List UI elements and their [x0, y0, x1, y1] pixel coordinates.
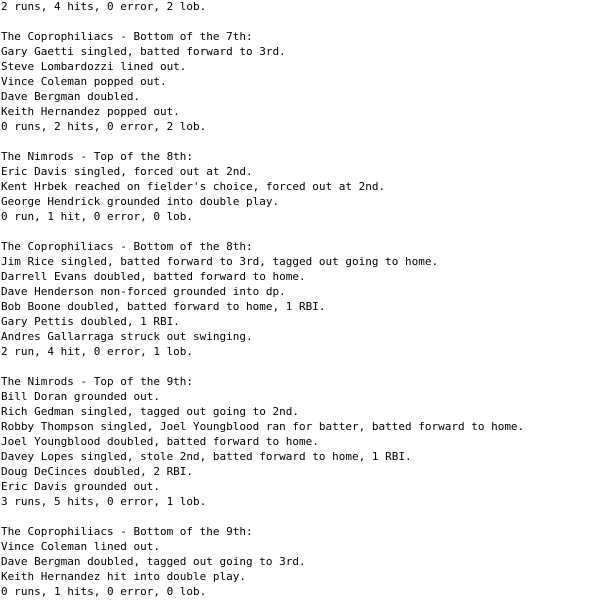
play-line: Steve Lombardozzi lined out. [1, 60, 187, 73]
half-inning-header: The Nimrods - Top of the 9th: [1, 375, 194, 388]
play-line: Vince Coleman lined out. [1, 540, 160, 553]
inning-summary: 0 run, 1 hit, 0 error, 0 lob. [1, 210, 194, 223]
play-line: Darrell Evans doubled, batted forward to home. [1, 270, 306, 283]
play-line: Joel Youngblood doubled, batted forward to home. [1, 435, 319, 448]
half-inning-header: The Coprophiliacs - Bottom of the 7th: [1, 30, 253, 43]
play-line: Gary Pettis doubled, 1 RBI. [1, 315, 180, 328]
blank-line [1, 224, 609, 239]
play-line: Vince Coleman popped out. [1, 75, 167, 88]
half-inning-header: The Nimrods - Top of the 8th: [1, 150, 194, 163]
blank-line [1, 509, 609, 524]
inning-summary: 2 runs, 4 hits, 0 error, 2 lob. [1, 0, 207, 13]
play-by-play-log [1, 0, 609, 599]
play-line: Eric Davis grounded out. [1, 480, 160, 493]
play-line: Dave Henderson non-forced grounded into dp. [1, 285, 286, 298]
play-line: Keith Hernandez hit into double play. [1, 570, 247, 583]
play-line: Andres Gallarraga struck out swinging. [1, 330, 253, 343]
play-line: George Hendrick grounded into double play. [1, 195, 280, 208]
blank-line [1, 134, 609, 149]
play-line: Dave Bergman doubled. [1, 90, 141, 103]
play-line: Bill Doran grounded out. [1, 390, 160, 403]
play-line: Kent Hrbek reached on fielder's choice, forced out at 2nd. [1, 180, 386, 193]
inning-summary: 0 runs, 2 hits, 0 error, 2 lob. [1, 120, 207, 133]
inning-summary: 3 runs, 5 hits, 0 error, 1 lob. [1, 495, 207, 508]
play-line: Gary Gaetti singled, batted forward to 3rd. [1, 45, 286, 58]
play-line: Bob Boone doubled, batted forward to home, 1 RBI. [1, 300, 326, 313]
play-line: Dave Bergman doubled, tagged out going to 3rd. [1, 555, 306, 568]
half-inning-header: The Coprophiliacs - Bottom of the 8th: [1, 240, 253, 253]
play-line: Doug DeCinces doubled, 2 RBI. [1, 465, 194, 478]
play-line: Davey Lopes singled, stole 2nd, batted forward to home, 1 RBI. [1, 450, 412, 463]
play-line: Keith Hernandez popped out. [1, 105, 180, 118]
inning-summary: 0 runs, 1 hits, 0 error, 0 lob. [1, 585, 207, 598]
half-inning-header: The Coprophiliacs - Bottom of the 9th: [1, 525, 253, 538]
blank-line [1, 359, 609, 374]
blank-line [1, 14, 609, 29]
play-line: Robby Thompson singled, Joel Youngblood ran for batter, batted forward to home. [1, 420, 525, 433]
play-line: Rich Gedman singled, tagged out going to 2nd. [1, 405, 300, 418]
inning-summary: 2 run, 4 hit, 0 error, 1 lob. [1, 345, 194, 358]
play-line: Eric Davis singled, forced out at 2nd. [1, 165, 253, 178]
play-line: Jim Rice singled, batted forward to 3rd, tagged out going to home. [1, 255, 439, 268]
